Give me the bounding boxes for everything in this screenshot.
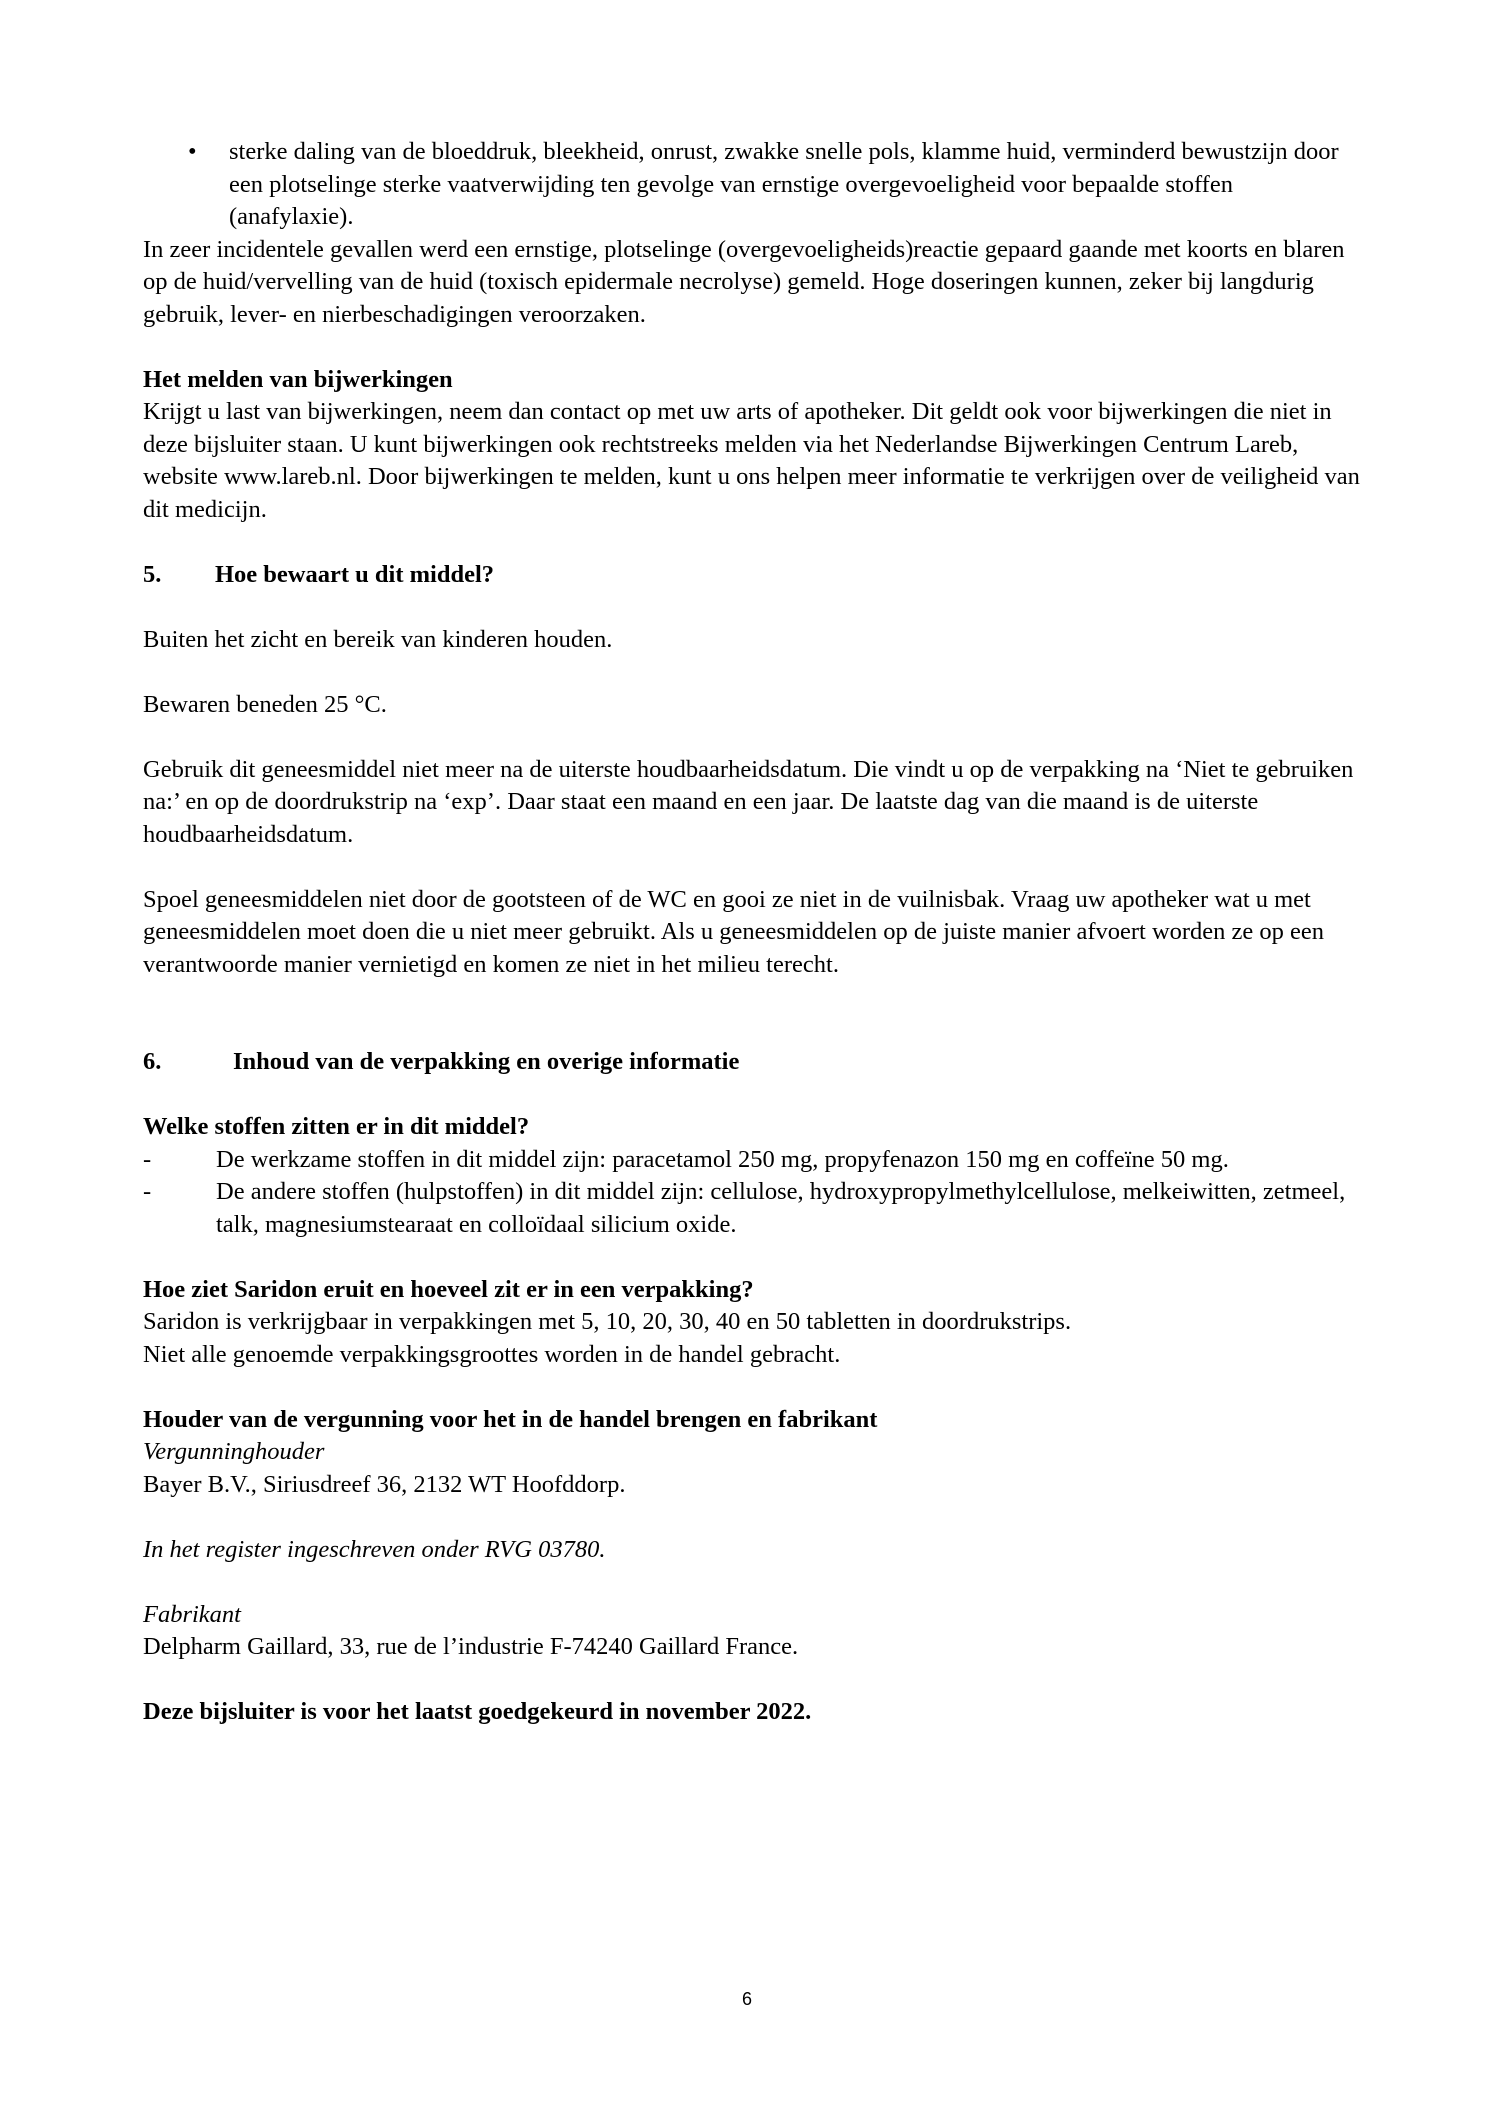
approval-date: Deze bijsluiter is voor het laatst goedgekeurd in november 2022.: [143, 1698, 812, 1725]
manufacturer-label: Fabrikant: [143, 1600, 241, 1628]
appearance-line-2: Niet alle genoemde verpakkingsgroottes worden in de handel gebracht.: [143, 1340, 841, 1368]
dash-marker: -: [143, 1178, 152, 1205]
bullet-icon: •: [188, 138, 197, 165]
storage-p2: Bewaren beneden 25 °C.: [143, 690, 387, 718]
reporting-paragraph: Krijgt u last van bijwerkingen, neem dan contact op met uw arts of apotheker. Dit geldt ook voor bijwerkingen die niet in deze bijsluiter staan. U kunt bijwerkingen ook rechtstreeks melden via het Nederlandse Bijwerkingen Centrum Lareb, website www.lareb.nl. Door bijwerkingen te melden, kunt u ons helpen meer informatie te verkrijgen over de veiligheid van dit medicijn.: [143, 398, 1360, 523]
manufacturer-address: Delpharm Gaillard, 33, rue de l’industrie F-74240 Gaillard France.: [143, 1633, 799, 1660]
section-5-number: 5.: [143, 560, 162, 588]
side-effect-bullet-item: [140, 136, 1363, 234]
reporting-heading: Het melden van bijwerkingen: [143, 365, 453, 393]
bullet-text: sterke daling van de bloeddruk, bleekheid, onrust, zwakke snelle pols, klamme huid, verminderd bewustzijn door een plotselinge sterke vaatverwijding ten gevolge van ernstige overgevoeligheid voor bepaalde stoffen (anafylaxie).: [229, 138, 1339, 230]
storage-p4: Spoel geneesmiddelen niet door de gootsteen of de WC en gooi ze niet in de vuilnisbak. Vraag uw apotheker wat u met geneesmiddelen moet doen die u niet meer gebruikt. Als u geneesmiddelen op de juiste manier afvoert worden ze op een verantwoorde manier vernietigd en komen ze niet in het milieu terecht.: [143, 885, 1325, 978]
appearance-line-1: Saridon is verkrijgbaar in verpakkingen met 5, 10, 20, 30, 40 en 50 tabletten in doordrukstrips.: [143, 1308, 1072, 1335]
appearance-heading: Hoe ziet Saridon eruit en hoeveel zit er in een verpakking?: [143, 1275, 754, 1303]
holder-heading: Houder van de vergunning voor het in de handel brengen en fabrikant: [143, 1405, 878, 1433]
substances-item-active-text: De werkzame stoffen in dit middel zijn: paracetamol 250 mg, propyfenazon 150 mg en coffeïne 50 mg.: [216, 1145, 1229, 1173]
register-number: In het register ingeschreven onder RVG 03780.: [143, 1535, 606, 1563]
dash-marker: -: [143, 1145, 152, 1173]
substances-item-other: [143, 1176, 1363, 1241]
storage-p1: Buiten het zicht en bereik van kinderen houden.: [143, 625, 613, 653]
storage-p3: Gebruik dit geneesmiddel niet meer na de uiterste houdbaarheidsdatum. Die vindt u op de verpakking na ‘Niet te gebruiken na:’ en op de doordrukstrip na ‘exp’. Daar staat een maand en een jaar. De laatste dag van die maand is de uiterste houdbaarheidsdatum.: [143, 755, 1354, 848]
section-6-title: [143, 1046, 1363, 1079]
section-6-title-text: Inhoud van de verpakking en overige informatie: [233, 1048, 740, 1075]
substances-item-other-text: De andere stoffen (hulpstoffen) in dit middel zijn: cellulose, hydroxypropylmethylcellulose, melkeiwitten, zetmeel, talk, magnesiumstearaat en colloïdaal silicium oxide.: [216, 1178, 1346, 1238]
document-page: [143, 136, 1363, 1729]
substances-heading: Welke stoffen zitten er in dit middel?: [143, 1113, 530, 1140]
holder-address: Bayer B.V., Siriusdreef 36, 2132 WT Hoofddorp.: [143, 1470, 626, 1498]
holder-label: Vergunninghouder: [143, 1438, 325, 1465]
substances-item-active: [143, 1144, 1363, 1177]
section-5-title-text: Hoe bewaart u dit middel?: [215, 560, 495, 588]
section-5-title: [143, 559, 1363, 592]
section-6-number: 6.: [143, 1048, 162, 1075]
page-number: 6: [741, 1989, 752, 2009]
side-effects-paragraph: In zeer incidentele gevallen werd een ernstige, plotselinge (overgevoeligheids)reactie gepaard gaande met koorts en blaren op de huid/vervelling van de huid (toxisch epidermale necrolyse) gemeld. Hoge doseringen kunnen, zeker bij langdurig gebruik, lever- en nierbeschadigingen veroorzaken.: [143, 235, 1345, 328]
